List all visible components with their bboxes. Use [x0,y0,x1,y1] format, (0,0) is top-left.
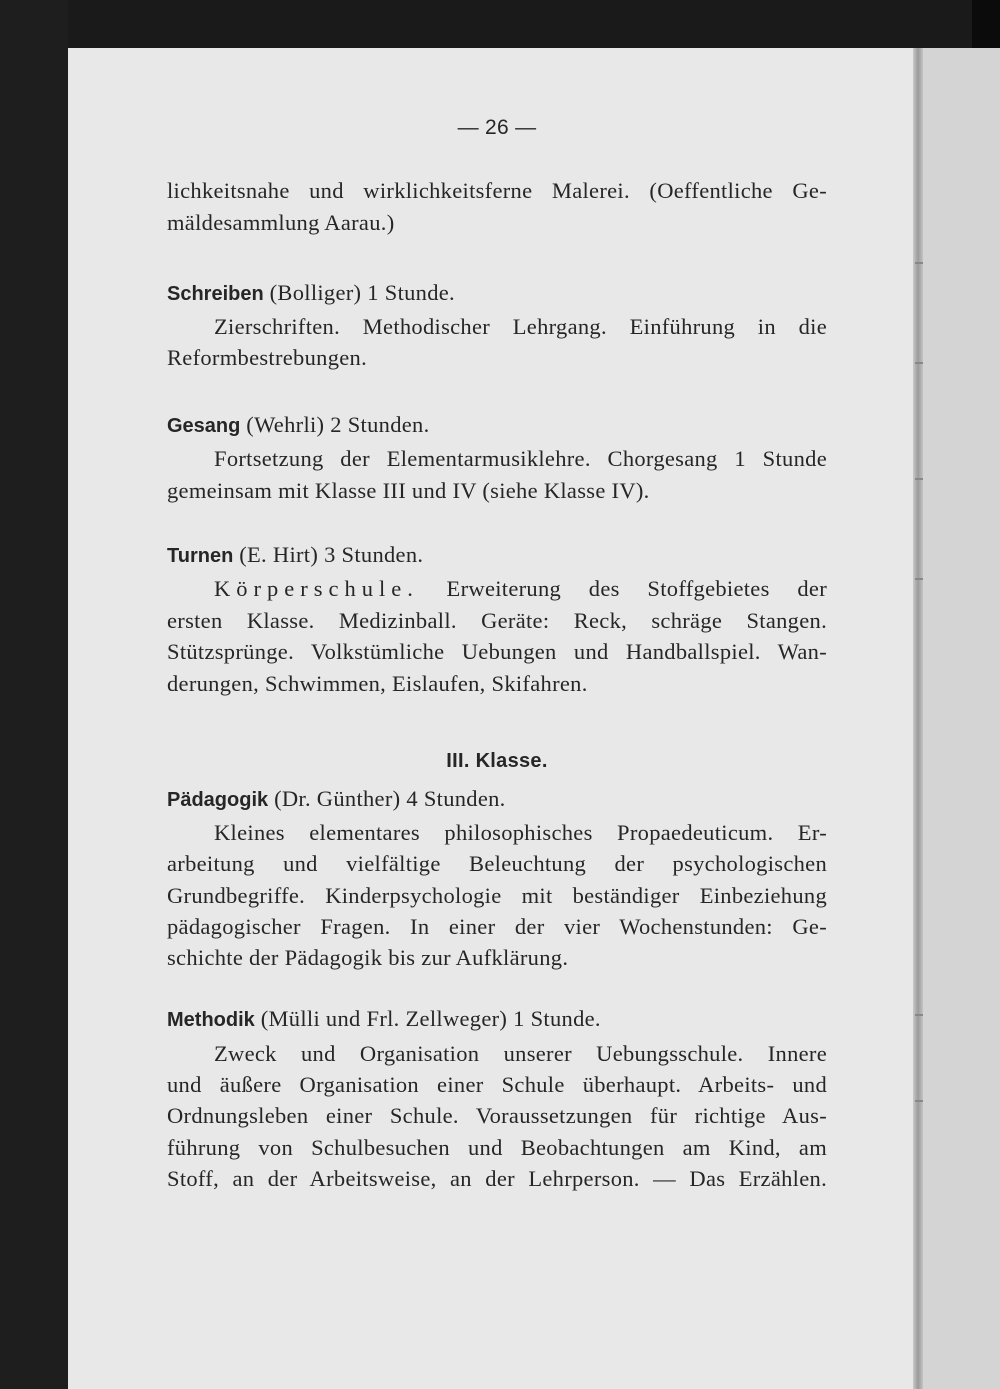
body-text: Erweiterung des Stoffgebietes der [418,576,827,601]
body-line: Reformbestrebungen. [167,345,368,370]
section-title: Schreiben [167,283,264,305]
body-line: pädagogischer Fragen. In einer der vier Wochenstunden: Ge- [167,914,827,939]
scan-border-top [0,0,1000,48]
gutter-mark [915,362,923,364]
section-title: Gesang [167,415,241,437]
gutter-mark [915,262,923,264]
section-title: Turnen [167,545,234,567]
body-line: Kleines elementares philosophisches Propaedeuticum. Er- [214,820,827,845]
section-meta: (Dr. Günther) 4 Stunden. [268,786,506,811]
body-line: Stoff, an der Arbeitsweise, an der Lehrperson. — Das Erzählen. [167,1166,827,1191]
section-meta: (Mülli und Frl. Zellweger) 1 Stunde. [254,1006,601,1031]
gutter-mark [915,478,923,480]
section-title: Pädagogik [167,789,269,811]
spaced-term: Körperschule. [214,576,419,601]
section-title: Methodik [167,1009,255,1031]
book-gutter [913,48,923,1389]
intro-line: mäldesammlung Aarau.) [167,210,395,235]
section-heading-methodik [167,1004,827,1034]
body-line [167,574,827,604]
class-heading: III. Klasse. [446,750,548,772]
body-line: Zierschriften. Methodischer Lehrgang. Einführung in die [214,314,827,339]
section-meta: (Bolliger) 1 Stunde. [263,280,455,305]
section-meta: (E. Hirt) 3 Stunden. [233,542,424,567]
body-line: schichte der Pädagogik bis zur Aufklärung. [167,945,569,970]
section-meta: (Wehrli) 2 Stunden. [240,412,430,437]
body-line: Grundbegriffe. Kinderpsychologie mit beständiger Einbeziehung [167,883,827,908]
page-number: — 26 — [457,116,537,139]
body-line: Ordnungsleben einer Schule. Voraussetzungen für richtige Aus- [167,1103,827,1128]
gutter-mark [915,578,923,580]
body-line: ersten Klasse. Medizinball. Geräte: Reck, schräge Stangen. [167,608,827,633]
body-line: arbeitung und vielfältige Beleuchtung der psychologischen [167,851,827,876]
gutter-mark [915,1100,923,1102]
body-line: derungen, Schwimmen, Eislaufen, Skifahren. [167,671,588,696]
body-line: und äußere Organisation einer Schule überhaupt. Arbeits- und [167,1072,827,1097]
body-line: Fortsetzung der Elementarmusiklehre. Chorgesang 1 Stunde [214,446,827,471]
facing-page-edge [918,48,1000,1389]
intro-line: lichkeitsnahe und wirklichkeitsferne Malerei. (Oeffentliche Ge- [167,178,827,203]
section-heading-turnen [167,540,827,570]
section-heading-paedagogik [167,784,827,814]
body-line: Stützsprünge. Volkstümliche Uebungen und Handballspiel. Wan- [167,639,827,664]
body-line: führung von Schulbesuchen und Beobachtungen am Kind, am [167,1135,827,1160]
section-heading-gesang [167,410,827,440]
scan-border-left [0,0,68,1389]
section-heading-schreiben [167,278,827,308]
body-line: gemeinsam mit Klasse III und IV (siehe Klasse IV). [167,478,650,503]
gutter-mark [915,1014,923,1016]
body-line: Zweck und Organisation unserer Uebungsschule. Innere [214,1041,827,1066]
